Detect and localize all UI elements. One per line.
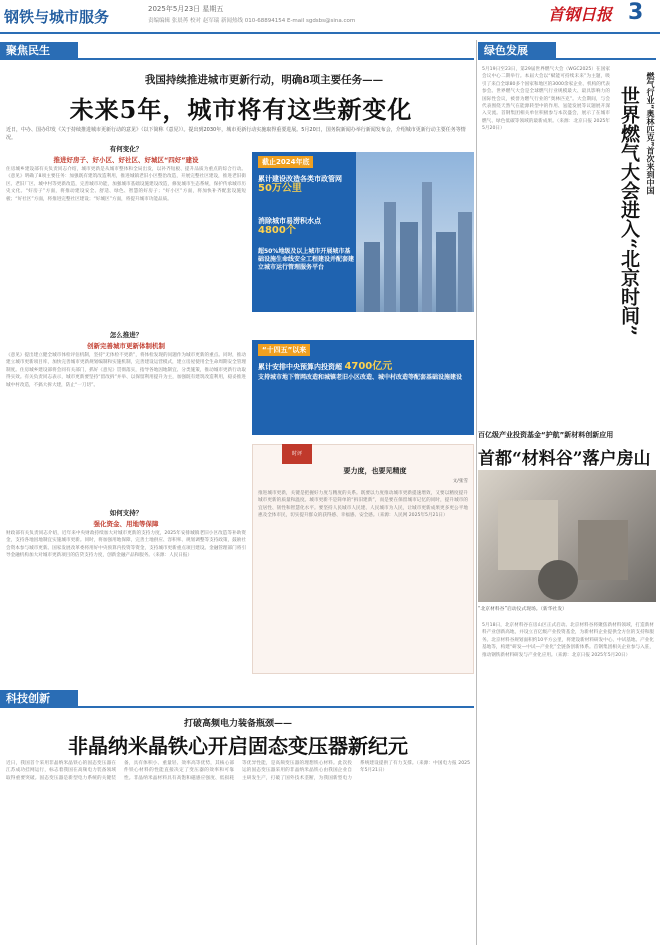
issue-date: 2025年5月23日 星期五 [148,5,224,13]
stat-pipeline [258,174,354,194]
materials-kicker: 百亿级产业投资基金“护航”新材料创新应用 [478,431,614,439]
subhead-2: 创新完善城市更新体制机制 [87,342,165,350]
subhead-1: 推进好房子、好小区、好社区、好城区“四好”建设 [53,156,199,164]
stat-flood-value: 4800个 [258,225,296,236]
stat-investment-value: 4700亿元 [344,361,393,372]
stat-lifeline-label: 超50%地级及以上城市开展城市基础设施生命线安全工程建设并配套建立城市运行管理服务平台 [258,248,355,271]
stats-panel-title: 截止2024年底 [258,156,313,168]
stat-pipeline-value: 50万公里 [258,183,302,194]
gas-congress-kicker: 燃气行业“奥林匹克”首次来到中国 [646,72,655,195]
main-headline: 未来5年，城市将有这些新变化 [69,95,413,124]
section-title: 钢铁与城市服务 [4,8,110,26]
section-rule-right [556,58,656,60]
body-section-3: 财政部有关负责同志介绍，近年来中央财政持续加大对城市更新的支持力度，2025年安排城镇老旧小区改造等补助资金，支持各地因地制宜实施城市更新。同时，将加强用地保障，完善土地供应、容积率、规划调整等支持政策，鼓励社会资本参与城市更新。国家发展改革委将用好中央预算内投资等资金，支持城市更新重点项目建设。金融管理部门将引导金融机构加大对城市更新项目的信贷支持力度，创新金融产品和服务。（来源：人民日报） [6,531,246,559]
question-1: 有何变化？ [109,145,143,153]
photo-caption: “北京材料谷”启动仪式现场。（新华社发） [478,607,567,612]
city-skyline-image [356,152,474,312]
materials-headline: 首都“材料谷”落户房山 [478,449,651,469]
main-kicker: 我国持续推进城市更新行动，明确8项主要任务—— [144,74,384,86]
commentary-body: 推进城市更新，关键是把握好力度与精度的关系。既要以力度推动城市更新提速增效，又要以精度提升城市更新的质量和温度。城市更新不是简单的“拆旧建新”，而是要在保留城市记忆的同时，提升城市的宜居性、韧性和智慧化水平。要坚持人民城市人民建、人民城市为人民，让城市更新成果更多更公平地惠及全体市民，切实提升群众的获得感、幸福感、安全感。（来源：人民网 2025年5月21日） [258,491,468,519]
investment-panel-title: “十四五”以来 [258,344,310,356]
materials-body: 5月18日，北京材料谷在房山区正式启动。北京材料谷将聚焦新材料领域，打造新材料产业创新高地，并设立百亿级产业投资基金，为新材料企业提供全方位的支持和服务。北京材料谷规划面积约10平方公里，将建设新材料研发中心、中试基地、产业化基地等，构建“研发—中试—产业化”全链条创新体系。首钢集团相关企业参与入驻，推动钢铁新材料研发与产业化应用。（来源：北京日报 2025年5月20日） [482,623,654,658]
stat-investment [258,362,468,383]
body-section-2: 《意见》提出建立健全城市体检评估机制，坚持“无体检不更新”，将体检发现的问题作为城市更新的重点。同时，推动建立城市更新项目库，加快完善城市更新规划编制和实施机制，完善建设运营模式，建立房屋使用全生命周期安全管理制度。住房城乡建设部将会同有关部门，抓好《意见》贯彻落实，指导各地因地制宜、分类施策，推动城市更新行动取得实效。有关负责同志表示，城市更新要坚持“留改拆”并举、以保留利用提升为主，加强既有建筑改造利用，稳妥推进城中村改造，不搞大拆大建，防止“一刀切”。 [6,353,246,388]
stat-investment-label: 累计安排中央预算内投资超 [258,363,342,371]
gas-congress-headline: 世界燃气大会进入“北京时间” [618,86,640,336]
newspaper-logo: 首钢日报 [548,5,613,24]
tag-tech: 科技创新 [0,690,78,708]
bottom-headline: 非晶纳米晶铁心开启固态变压器新纪元 [68,734,408,758]
commentary-author: 文/张雪 [452,479,468,484]
stat-flood-label: 消除城市易涝积水点 [258,217,321,225]
page-number: 3 [628,0,644,25]
commentary-tag: 时评 [282,444,312,464]
subhead-3: 强化资金、用地等保障 [93,520,159,528]
bottom-kicker: 打破高频电力装备瓶颈—— [183,719,292,729]
stat-investment-desc: 支持城市地下管网改造和城镇老旧小区改造、城中村改造等配套基础设施建设 [258,374,463,381]
bottom-body: 近日，我国首个采用非晶纳米晶铁心的固态变压器在江苏成功挂网运行，标志着我国在高频电力装备领域取得重要突破。固态变压器是新型电力系统的关键装备，具有体积小、重量轻、效率高等优势，其核心部件铁心材料的性能直接决定了变压器的效率和可靠性。非晶纳米晶材料具有高饱和磁感应强度、低损耗等优异性能，是高频变压器的理想铁心材料。此次投运的固态变压器采用的非晶纳米晶铁心由我国企业自主研发生产，打破了国外技术垄断，为我国新型电力系统建设提供了有力支撑。（来源：中国电力报 2025年5月21日） [6,761,470,781]
stats-panel [252,152,356,312]
stat-flood [258,216,354,236]
body-section-1: 住房城乡建设部有关负责同志介绍，城市更新是从城市整体和全局出发，以补齐短板、提升品质为重点的综合行动。《意见》明确了8项主要任务：加强既有建筑改造利用，推进城镇老旧小区整治改造，开展完整社区建设，推进老旧街区、老旧厂区、城中村等更新改造，完善城市功能，加强城市基础设施建设改造，修复城市生态系统，保护传承城市历史文化。“好房子”方面，将推动建设安全、舒适、绿色、智慧的好房子；“好小区”方面，将加快补齐配套设施短板；“好社区”方面，将推进完整社区建设；“好城区”方面，将提升城市功能品质。 [6,167,246,202]
column-divider [476,40,477,945]
commentary-title: 要力度，也要见精度 [343,467,407,475]
question-3: 如何支持？ [109,509,143,517]
investment-panel [252,340,474,435]
section-rule-bottom [78,706,474,708]
section-rule-left [78,58,474,60]
tag-green: 绿色发展 [478,42,556,60]
tag-livelihood: 聚焦民生 [0,42,78,60]
materials-valley-photo [478,470,656,602]
stat-lifeline [258,248,354,272]
stat-pipeline-label: 累计建设改造各类市政管网 [258,175,342,183]
gas-congress-body: 5月19日至23日，第29届世界燃气大会（WGC2025）在国家会议中心二期举行。本届大会以“赋能可持续未来”为主题，吸引了来自全球80多个国家和地区的3000余家企业、机构的代表参会。世界燃气大会是全球燃气行业规模最大、最具影响力的国际性会议，被誉为燃气行业的“奥林匹克”。大会期间，与会代表围绕天然气在能源转型中的作用、氢能发展等议题展开深入交流。首钢集团相关单位积极参与本次盛会，展示了在城市燃气、绿色低碳等领域的最新成果。（来源：北京日报 2025年5月20日） [482,67,610,132]
main-lede: 近日，中办、国办印发《关于持续推进城市更新行动的意见》（以下简称《意见》）。提出到2030年，城市更新行动实施取得重要进展。5月20日，国务院新闻办举行新闻发布会，介绍城市更新行动主要任务等情况。 [6,127,466,141]
editor-contacts: 责编编辑 张晨苒 校对 赵军瑞 新闻热线 010-68894154 E-mail sgdsbs@sina.com [148,18,356,24]
question-2: 怎么推进？ [109,331,143,339]
page-header [0,0,660,34]
